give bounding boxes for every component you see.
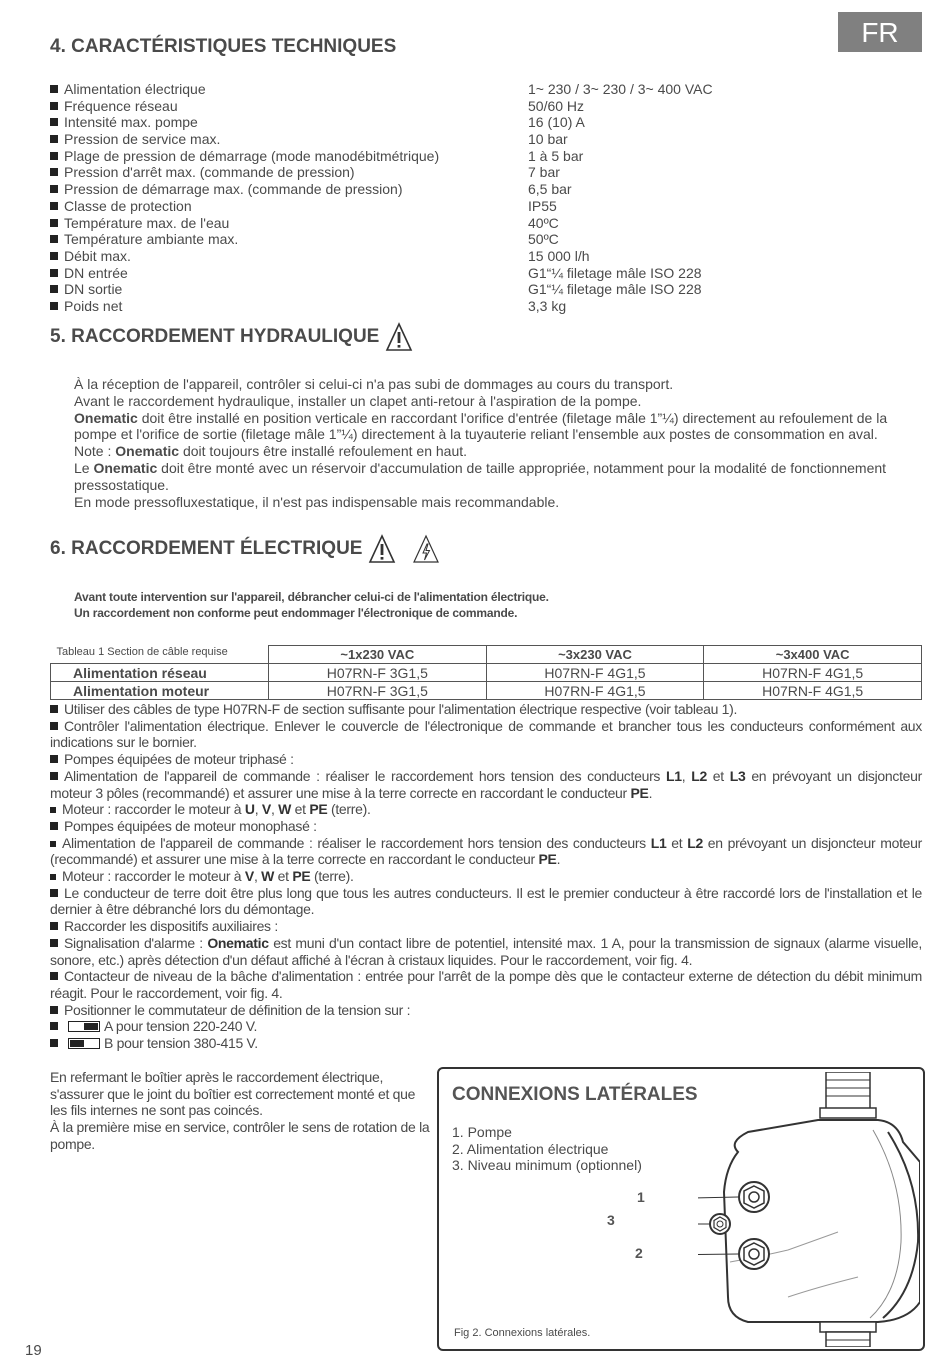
hydraulic-line [74, 410, 924, 444]
electrical-warning [74, 589, 549, 621]
bullet-square-icon [50, 807, 56, 813]
instruction-text: Pompes équipées de moteur monophasé : [64, 817, 317, 834]
bullet-square-icon [50, 972, 58, 980]
terminal-label: V [244, 868, 254, 885]
instruction-text: et [666, 834, 688, 851]
instruction-text: (terre). [310, 868, 354, 885]
instruction-text: Le conducteur de terre doit être plus long que tous les autres conducteurs. Il est le premier conducteur à être raccordé lors de l'installation et le dernier à être débranché lors du démontage. [50, 884, 922, 918]
table-row-label: Alimentation moteur [51, 682, 269, 700]
terminal-label: PE [538, 851, 557, 868]
instruction-item [50, 968, 922, 1001]
spec-row [50, 215, 790, 232]
instruction-text: et [274, 868, 293, 885]
bullet-square-icon [50, 1039, 58, 1047]
bullet-square-icon [50, 822, 58, 830]
table-header: ~3x230 VAC [486, 646, 704, 664]
terminal-label: L2 [687, 834, 703, 851]
spec-label-text: Pression d'arrêt max. (commande de pression) [64, 164, 355, 181]
bullet-square-icon [50, 1006, 58, 1014]
panel-list-item: 1. Pompe [452, 1124, 512, 1140]
bullet-square-icon [50, 185, 58, 193]
instruction-text: et [291, 801, 310, 818]
spec-row [50, 164, 790, 181]
spec-value: 1~ 230 / 3~ 230 / 3~ 400 VAC [528, 81, 713, 97]
hydraulic-line [74, 460, 924, 494]
spec-value: 16 (10) A [528, 114, 585, 131]
terminal-label: L2 [691, 767, 707, 784]
spec-row [50, 131, 790, 148]
instruction-text: Raccorder les dispositifs auxiliaires : [64, 918, 278, 935]
spec-value: 7 bar [528, 164, 560, 181]
bullet-square-icon [50, 135, 58, 143]
instruction-text: (terre). [327, 801, 371, 818]
table-row [51, 682, 922, 700]
instruction-text: A pour tension 220-240 V. [104, 1018, 258, 1035]
instruction-item [50, 835, 922, 868]
instruction-text: . [556, 851, 561, 868]
spec-value: 6,5 bar [528, 181, 572, 198]
spec-row [50, 148, 790, 165]
spec-row [50, 231, 790, 248]
specs-list [50, 81, 790, 315]
spec-value: 40ºC [528, 214, 559, 231]
spec-label-text: Fréquence réseau [64, 97, 178, 114]
instruction-text: en prévoyant un disjoncteur moteur 3 pôles (recommandé) et assurer une mise à la terre correcte en raccordant le conducteur [50, 767, 922, 801]
bullet-square-icon [50, 85, 58, 93]
spec-value: G1“¼ filetage mâle ISO 228 [528, 264, 702, 281]
table-cell: H07RN-F 4G1,5 [704, 682, 922, 700]
instruction-item [50, 751, 922, 768]
instruction-text: , [254, 801, 262, 818]
spec-label-text: DN entrée [64, 264, 128, 281]
instruction-text: Utiliser des câbles de type H07RN-F de section suffisante pour l'alimentation électrique respective (voir tableau 1). [64, 701, 738, 717]
section-6-title-text: 6. RACCORDEMENT ÉLECTRIQUE [50, 538, 363, 559]
instruction-item [50, 818, 922, 835]
spec-label-text: Température max. de l'eau [64, 214, 230, 231]
spec-row [50, 98, 790, 115]
bullet-square-icon [50, 202, 58, 210]
spec-label [50, 164, 528, 181]
brand-name: Onematic [74, 409, 138, 426]
spec-row [50, 198, 790, 215]
instruction-text: , [253, 868, 262, 885]
terminal-label: U [244, 801, 255, 818]
side-connections-panel [437, 1067, 925, 1351]
spec-label-text: Pression de démarrage max. (commande de pression) [64, 181, 403, 198]
spec-label [50, 215, 528, 232]
table-header: ~1x230 VAC [269, 646, 487, 664]
warning-icon [385, 322, 413, 352]
voltage-switch-a-icon [68, 1021, 100, 1032]
terminal-label: W [278, 801, 292, 818]
instruction-text: est muni d'un contact libre de potentiel, intensité max. 1 A, pour la transmission de signaux (alarme visuelle, sonore, etc.) après détection d'un défaut affiché à l'écran à cristaux liquides. Pour le raccordement, voir fig. 4. [50, 934, 922, 968]
callout-2: 2 [635, 1245, 643, 1261]
panel-list [452, 1124, 642, 1174]
spec-label-text: Intensité max. pompe [64, 114, 198, 131]
hydraulic-line: En mode pressofluxestatique, il n'est pas indispensable mais recommandable. [74, 493, 560, 510]
instruction-text: Alimentation de l'appareil de commande : réaliser le raccordement hors tension des conducteurs [62, 834, 651, 851]
instruction-item [50, 701, 922, 718]
bullet-square-icon [50, 1022, 58, 1030]
spec-value: 50ºC [528, 231, 559, 248]
bullet-square-icon [50, 168, 58, 176]
spec-value: IP55 [528, 197, 557, 214]
bullet-square-icon [50, 889, 58, 897]
table-row-label: Alimentation réseau [51, 664, 269, 682]
language-tab: FR [838, 12, 922, 52]
spec-label [50, 281, 528, 298]
hydraulic-line-text: Le [74, 459, 94, 476]
note-label: Note : [74, 443, 116, 460]
bullet-square-icon [50, 722, 58, 730]
panel-title: CONNEXIONS LATÉRALES [452, 1084, 698, 1105]
closing-paragraph: À la première mise en service, contrôler le sens de rotation de la pompe. [50, 1119, 430, 1152]
hydraulic-line: À la réception de l'appareil, contrôler si celui-ci n'a pas subi de dommages au cours du transport. [74, 376, 674, 392]
spec-label-text: Pression de service max. [64, 131, 221, 148]
instruction-text: en prévoyant un disjoncteur moteur (recommandé) et assurer une mise à la terre correcte en raccordant le conducteur [50, 834, 922, 868]
instruction-text: et [706, 767, 730, 784]
table-caption: Tableau 1 Section de câble requise [56, 645, 228, 658]
spec-value: 10 bar [528, 131, 568, 148]
table-cell: H07RN-F 4G1,5 [486, 664, 704, 682]
spec-label [50, 148, 528, 165]
bullet-square-icon [50, 235, 58, 243]
instruction-text: Alimentation de l'appareil de commande : réaliser le raccordement hors tension des conducteurs [64, 767, 666, 784]
bullet-square-icon [50, 269, 58, 277]
hydraulic-line-text: doit toujours être installé refoulement en haut. [179, 443, 468, 460]
electrical-warning-line: Avant toute intervention sur l'appareil, débrancher celui-ci de l'alimentation électrique. [74, 590, 549, 604]
instruction-item [50, 868, 922, 885]
section-5-title [50, 322, 413, 352]
onematic-device-drawing [698, 1072, 920, 1347]
table-header: ~3x400 VAC [704, 646, 922, 664]
panel-list-item: 3. Niveau minimum (optionnel) [452, 1157, 642, 1174]
bullet-square-icon [50, 922, 58, 930]
instruction-item [50, 918, 922, 935]
instruction-text: Moteur : raccorder le moteur à [62, 801, 245, 818]
hydraulic-line [74, 443, 924, 460]
instruction-text: . [648, 784, 653, 801]
page-number: 19 [25, 1342, 42, 1359]
instruction-text: Contacteur de niveau de la bâche d'alimentation : entrée pour l'arrêt de la pompe dès que le contacteur externe de détection du débit minimum réagit. Pour le raccordement, voir fig. 4. [50, 968, 922, 1001]
instruction-text: Pompes équipées de moteur triphasé : [64, 751, 294, 768]
terminal-label: V [261, 801, 271, 818]
callout-3: 3 [607, 1212, 615, 1228]
terminal-label: L1 [650, 834, 667, 851]
section-6-title [50, 534, 442, 564]
callout-1: 1 [637, 1189, 645, 1205]
spec-label [50, 231, 528, 248]
bullet-square-icon [50, 285, 58, 293]
section-4-title [50, 36, 396, 58]
hydraulic-line-text: doit être monté avec un réservoir d'accumulation de taille appropriée, notamment pour la modalité de fonctionnement pressostatique. [74, 459, 887, 493]
spec-label [50, 114, 528, 131]
instruction-item [50, 718, 922, 751]
instruction-text: , [681, 767, 692, 784]
spec-label-text: Plage de pression de démarrage (mode manodébitmétrique) [64, 147, 440, 164]
table-header-row [51, 646, 922, 664]
brand-name: Onematic [115, 443, 180, 460]
instruction-text: Contrôler l'alimentation électrique. Enlever le couvercle de l'électronique de commande et brancher tous les conducteurs conformément aux indications sur le bornier. [50, 717, 922, 751]
bullet-square-icon [50, 874, 56, 880]
spec-label [50, 131, 528, 148]
instruction-text: Signalisation d'alarme : [64, 934, 208, 951]
spec-row [50, 265, 790, 282]
electric-hazard-icon [410, 534, 442, 564]
instruction-item [50, 885, 922, 918]
terminal-label: W [261, 868, 275, 885]
hydraulic-line: Avant le raccordement hydraulique, installer un clapet anti-retour à l'aspiration de la pompe. [74, 392, 642, 409]
spec-row [50, 81, 790, 98]
spec-row [50, 181, 790, 198]
instruction-item [50, 1018, 922, 1035]
spec-label [50, 265, 528, 282]
instruction-text: , [270, 801, 279, 818]
spec-label [50, 298, 528, 315]
instruction-item [50, 935, 922, 968]
closing-text [50, 1069, 432, 1153]
spec-label [50, 198, 528, 215]
bullet-square-icon [50, 219, 58, 227]
spec-row [50, 248, 790, 265]
panel-list-item: 2. Alimentation électrique [452, 1140, 609, 1157]
brand-name: Onematic [93, 459, 158, 476]
spec-label [50, 248, 528, 265]
instruction-item [50, 1002, 922, 1019]
instruction-item [50, 768, 922, 801]
instruction-text: Moteur : raccorder le moteur à [62, 868, 245, 885]
closing-paragraph: En refermant le boîtier après le raccordement électrique, s'assurer que le joint du boîtier est correctement monté et que les fils internes ne sont pas coincés. [50, 1069, 416, 1119]
spec-label-text: Poids net [64, 297, 123, 314]
section-4-title-text: 4. CARACTÉRISTIQUES TECHNIQUES [50, 36, 397, 57]
instruction-item [50, 1035, 922, 1052]
spec-label [50, 98, 528, 115]
instruction-text: B pour tension 380-415 V. [104, 1035, 258, 1052]
spec-label-text: Température ambiante max. [64, 231, 239, 248]
terminal-label: L3 [729, 767, 746, 784]
bullet-square-icon [50, 252, 58, 260]
bullet-square-icon [50, 939, 58, 947]
table-row [51, 664, 922, 682]
spec-row [50, 298, 790, 315]
figure-caption: Fig 2. Connexions latérales. [454, 1327, 591, 1339]
spec-label-text: Débit max. [64, 247, 131, 264]
cable-table [50, 645, 922, 700]
spec-label [50, 181, 528, 198]
table-cell: H07RN-F 3G1,5 [269, 682, 487, 700]
voltage-switch-b-icon [68, 1038, 100, 1049]
table-cell: H07RN-F 4G1,5 [704, 664, 922, 682]
spec-label-text: DN sortie [64, 281, 123, 298]
table-cell: H07RN-F 4G1,5 [486, 682, 704, 700]
instruction-item [50, 801, 922, 818]
bullet-square-icon [50, 118, 58, 126]
terminal-label: PE [309, 801, 328, 818]
spec-row [50, 114, 790, 131]
bullet-square-icon [50, 302, 58, 310]
electrical-instructions [50, 701, 922, 1052]
hydraulic-text [74, 376, 924, 510]
warning-icon [368, 534, 396, 564]
spec-label [50, 81, 528, 98]
terminal-label: PE [630, 784, 649, 801]
bullet-square-icon [50, 152, 58, 160]
instruction-text: Positionner le commutateur de définition de la tension sur : [64, 1001, 411, 1018]
spec-label-text: Alimentation électrique [64, 81, 206, 97]
spec-value: 50/60 Hz [528, 97, 585, 114]
spec-label-text: Classe de protection [64, 197, 192, 214]
hydraulic-line-text: doit être installé en position verticale en raccordant l'orifice d'entrée (filetage mâle 1”¼) directement au refoulement de la pompe et l'orifice de sortie (filetage mâle 1”¼) directement à la tuyauterie reliant l'ensemble aux postes de consommation en aval. [74, 409, 888, 443]
table-caption-cell [51, 646, 269, 664]
spec-value: 1 à 5 bar [528, 147, 584, 164]
brand-name: Onematic [207, 934, 269, 951]
bullet-square-icon [50, 102, 58, 110]
terminal-label: L1 [665, 767, 682, 784]
terminal-label: PE [292, 868, 311, 885]
spec-value: G1“¼ filetage mâle ISO 228 [528, 281, 702, 298]
table-cell: H07RN-F 3G1,5 [269, 664, 487, 682]
bullet-square-icon [50, 755, 58, 763]
spec-row [50, 281, 790, 298]
section-5-title-text: 5. RACCORDEMENT HYDRAULIQUE [50, 326, 380, 347]
bullet-square-icon [50, 705, 58, 713]
spec-value: 15 000 l/h [528, 247, 590, 264]
spec-value: 3,3 kg [528, 297, 567, 314]
electrical-warning-line: Un raccordement non conforme peut endommager l'électronique de commande. [74, 606, 518, 620]
bullet-square-icon [50, 841, 56, 847]
bullet-square-icon [50, 772, 58, 780]
